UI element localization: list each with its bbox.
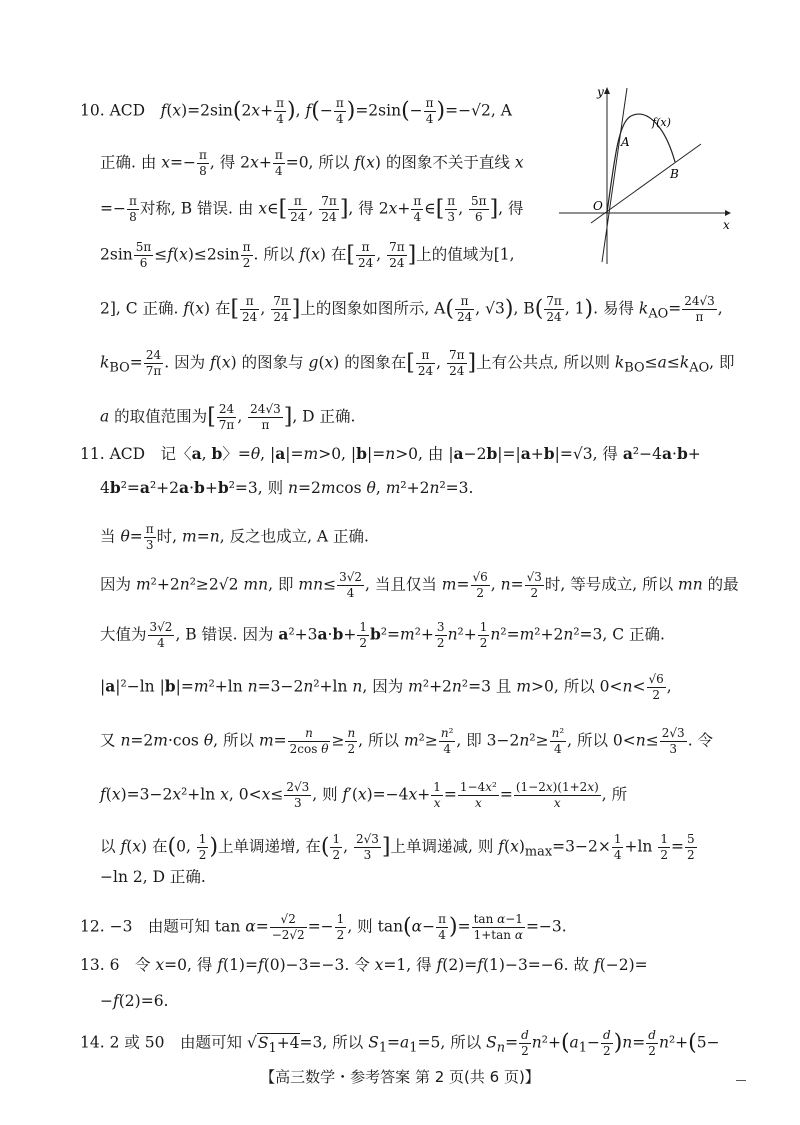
text-line: 大值为 $\frac{3√2}{4}$ , B 错误. 因为 a²+3a·b+ $\frac{1}{2}$ b²=m²+ $\frac{3}{2}$ n²+ $\frac{1}{2}$ n²=m²+2n²=3, C 正确. (100, 620, 665, 650)
text-line: 因为 m²+2n²≥2√2 mn, 即 mn≤ $\frac{3√2}{4}$ , 当且仅当 m= $\frac{√6}{2}$ , n= $\frac{√3}{2}$ 时, 等号成立, 所以 mn 的最 (100, 570, 739, 600)
text-line: f(x)=3−2x²+ln x, 0<x≤ $\frac{2√3}{3}$ , 则 f′(x)=−4x+ $\frac{1}{x}$ = $\frac{\text{1−4x²}}{x}$ = $\frac{(1-2x)(1+2x)}{x}$ , 所 (100, 780, 628, 810)
text-line: 12. −3 由题可知 tan α= $\frac{√2}{-2√2}$ =− $\frac{1}{2}$ , 则 tan(α− $\frac{\pi}{4}$ )= $\frac{\text{tan α−1}}{\text{1+tan α}}$ =−3. (80, 912, 567, 942)
point-b-label: B (670, 167, 679, 181)
page-footer: 【高三数学・参考答案 第 2 页(共 6 页)】 (260, 1068, 540, 1086)
text-line: 11. ACD 记〈a, b〉=θ, |a|=m>0, |b|=n>0, 由 |a−2b|=|a+b|=√3, 得 a²−4a·b+ (80, 444, 701, 463)
x-axis-label: x (723, 218, 730, 232)
text-line: 10. ACD f(x)=2sin(2x+ $\frac{\pi}{4}$ ), f(− $\frac{\pi}{4}$ )=2sin(− $\frac{\pi}{4}$ )=−√2, A (80, 96, 512, 126)
text-line: 以 f(x) 在(0, $\frac{1}{2}$ )上单调递增, 在( $\frac{1}{2}$ , $\frac{2√3}{3}$ ]上单调递减, 则 $f(x)_{max}=3-2\times$ $\frac{1}{4}$ +ln $\frac{1}{2}$ = $\frac{5}{2}$ (100, 832, 695, 862)
text-line: |a|²−ln |b|=m²+ln n=3−2n²+ln n, 因为 m²+2n²=3 且 m>0, 所以 0<n< $\frac{√6}{2}$ , (100, 672, 672, 702)
text-line: 又 n=2m·cos θ, 所以 m= $\frac{n}{\text{2cos θ}}$ ≥ $\frac{n}{2}$ , 所以 m²≥ $\frac{\text{n²}}{4}$ , 即 3−2n²≥ $\frac{\text{n²}}{4}$ , 所以 0<n≤ $\frac{2√3}{3}$ . 令 (100, 726, 714, 756)
text-line: −ln 2, D 正确. (100, 868, 206, 886)
text-line: =− $\frac{\pi}{8}$ 对称, B 错误. 由 x∈[ $\frac{\pi}{24}$ , $\frac{7\pi}{24}$ ], 得 2x+ $\frac{\pi}{4}$ ∈[ $\frac{\pi}{3}$ , $\frac{5\pi}{6}$ ], 得 (100, 194, 524, 224)
text-line: −f(2)=6. (100, 992, 169, 1010)
text-line: 当 θ= $\frac{\pi}{3}$ 时, m=n, 反之也成立, A 正确. (100, 522, 369, 552)
text-line: 4b²=a²+2a·b+b²=3, 则 n=2mcos θ, m²+2n²=3. (100, 478, 474, 497)
corner-mark (736, 1080, 746, 1081)
origin-label: O (593, 199, 603, 213)
text-line: 2], C 正确. f(x) 在[ $\frac{\pi}{24}$ , $\frac{7\pi}{24}$ ]上的图象如图所示, A( $\frac{\pi}{24}$ , √3), B( $\frac{7\pi}{24}$ , 1). 易得 $k_{AO}=$ $\frac{24√3}{\pi}$ , (100, 294, 723, 324)
curve-label: f(x) (652, 116, 671, 129)
text-line: 2sin $\frac{5\pi}{6}$ ≤f(x)≤2sin $\frac{\pi}{2}$ . 所以 f(x) 在[ $\frac{\pi}{24}$ , $\frac{7\pi}{24}$ ]上的值域为[1, (100, 240, 515, 270)
point-a-label: A (621, 135, 630, 149)
text-line: 14. 2 或 50 由题可知 $√S_1+4=3$, 所以 $S_1=a_1=5$, 所以 $S_n=$ $\frac{d}{2}$ $n^2+(a_1-$ $\frac{d}{2}$ )n= $\frac{d}{2}$ n²+(5− (80, 1028, 720, 1058)
text-line: $k_{BO}=$ $\frac{24}{7\pi}$ . 因为 f(x) 的图象与 g(x) 的图象在[ $\frac{\pi}{24}$ , $\frac{7\pi}{24}$ ]上有公共点, 所以则 $k_{BO}\le a\le k_{AO}$, 即 (100, 348, 735, 378)
text-line: 正确. 由 x=− $\frac{\pi}{8}$ , 得 2x+ $\frac{\pi}{4}$ =0, 所以 f(x) 的图象不关于直线 x (100, 148, 524, 178)
text-line: a 的取值范围为[ $\frac{24}{7\pi}$ , $\frac{24√3}{\pi}$ ], D 正确. (100, 402, 356, 432)
text-line: 13. 6 令 x=0, 得 f(1)=f(0)−3=−3. 令 x=1, 得 f(2)=f(1)−3=−6. 故 f(−2)= (80, 956, 648, 974)
y-axis-arrow-icon (604, 87, 610, 94)
y-axis-label: y (597, 85, 604, 99)
